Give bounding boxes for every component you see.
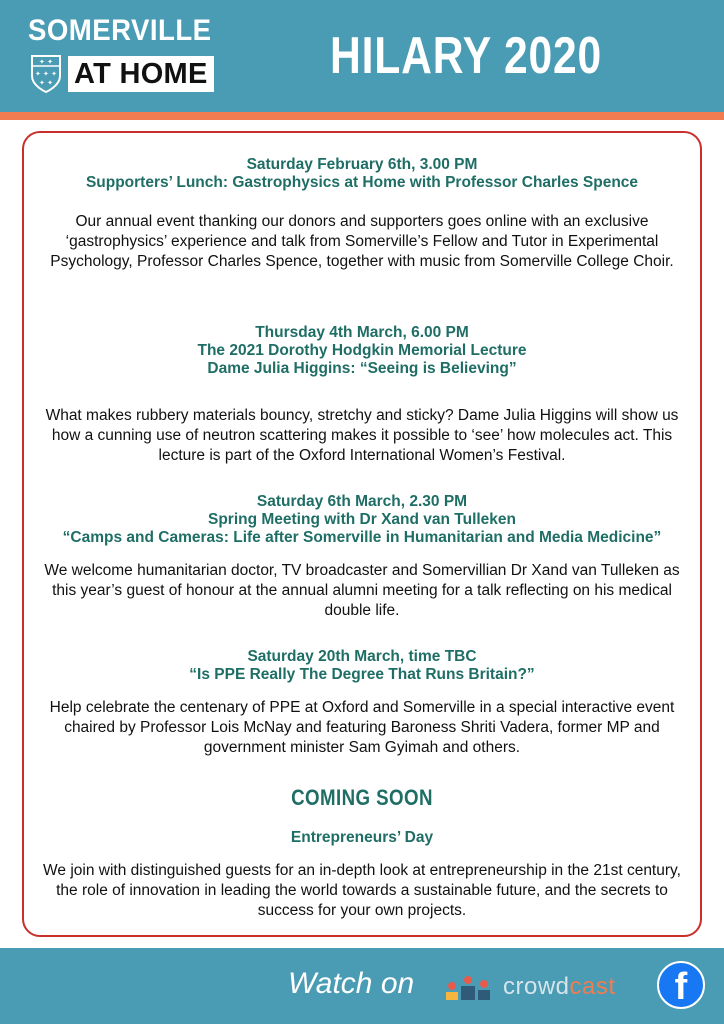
event-description: Our annual event thanking our donors and supporters goes online with an exclusive ‘gastrophysics’ experience and talk from Somerville’s Fellow and Tutor in Experimental Psychology, Professor Charles Spence, together with music from Somerville College Choir. <box>50 213 674 270</box>
event-description: What makes rubbery materials bouncy, stretchy and sticky? Dame Julia Higgins will show us how a cunning use of neutron scattering makes it possible to ‘see’ how molecules act. This lecture is part of the Oxford International Women’s Festival. <box>45 407 679 464</box>
page-header <box>0 0 724 112</box>
event-date: Thursday 4th March, 6.00 PM <box>255 324 469 341</box>
event-title: Entrepreneurs’ Day <box>290 829 434 846</box>
event-title: Spring Meeting with Dr Xand van Tulleken <box>207 511 517 528</box>
crowdcast-wordmark-prefix: crowd <box>503 973 570 1000</box>
event-date: Saturday 20th March, time TBC <box>247 648 477 665</box>
logo-wordmark-bottom: AT HOME <box>68 56 214 92</box>
watch-on-label: Watch on <box>288 967 415 1000</box>
event-item <box>24 324 700 466</box>
event-subtitle: Dame Julia Higgins: “Seeing is Believing” <box>207 360 517 377</box>
svg-text:✦ ✦: ✦ ✦ <box>39 58 53 66</box>
facebook-icon[interactable] <box>657 961 705 1009</box>
event-item <box>24 648 700 758</box>
crowdcast-link[interactable] <box>503 973 616 1001</box>
event-item <box>24 156 700 272</box>
logo-wordmark-top: SOMERVILLE <box>28 14 212 47</box>
shield-icon <box>30 54 62 94</box>
crowdcast-wordmark-suffix: cast <box>569 973 616 1000</box>
somerville-at-home-logo <box>28 14 212 96</box>
event-title: “Is PPE Really The Degree That Runs Britain?” <box>189 666 535 683</box>
event-description: We welcome humanitarian doctor, TV broadcaster and Somervillian Dr Xand van Tulleken as this year’s guest of honour at the annual alumni meeting for a talk reflecting on his medical double life. <box>44 562 680 619</box>
event-subtitle: “Camps and Cameras: Life after Somerville in Humanitarian and Media Medicine” <box>62 529 662 546</box>
crowdcast-logo-icon[interactable] <box>444 974 492 1002</box>
coming-soon-item <box>24 829 700 921</box>
event-title: Supporters’ Lunch: Gastrophysics at Home with Professor Charles Spence <box>85 174 639 191</box>
event-item <box>24 493 700 621</box>
event-title: The 2021 Dorothy Hodgkin Memorial Lecture <box>197 342 527 359</box>
header-accent-stripe <box>0 112 724 120</box>
svg-text:✦ ✦ ✦: ✦ ✦ ✦ <box>34 70 58 78</box>
svg-text:✦ ✦: ✦ ✦ <box>39 79 53 87</box>
event-date: Saturday 6th March, 2.30 PM <box>256 493 468 510</box>
page-footer <box>0 948 724 1024</box>
coming-soon-heading: COMING SOON <box>291 785 433 810</box>
facebook-glyph: f <box>674 966 688 1008</box>
page-title: HILARY 2020 <box>330 27 603 85</box>
event-date: Saturday February 6th, 3.00 PM <box>246 156 478 173</box>
event-description: We join with distinguished guests for an in-depth look at entrepreneurship in the 21st century, the role of innovation in leading the world towards a sustainable future, and the secrets to success for your own projects. <box>43 862 681 919</box>
event-description: Help celebrate the centenary of PPE at Oxford and Somerville in a special interactive event chaired by Professor Lois McNay and featuring Baroness Shriti Vadera, former MP and government minister Sam Gyimah and others. <box>49 699 675 756</box>
